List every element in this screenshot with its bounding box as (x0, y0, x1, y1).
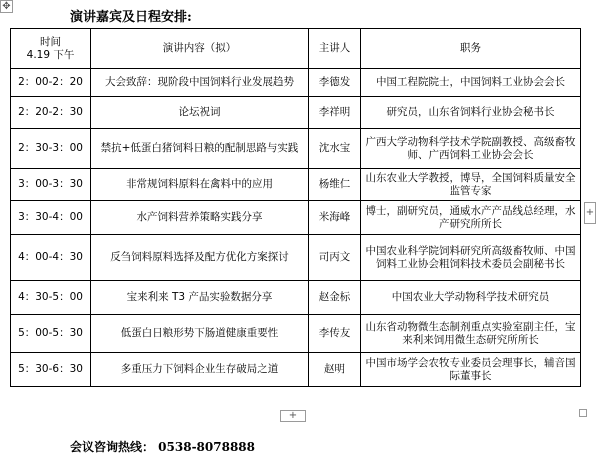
header-time-line2: 4.19 下午 (26, 48, 75, 61)
header-topic[interactable]: 演讲内容（拟） (91, 29, 309, 69)
header-speaker[interactable]: 主讲人 (309, 29, 361, 69)
cell-position[interactable]: 山东省动物微生态制剂重点实验室副主任，宝来利来饲用微生态研究所所长 (361, 315, 581, 353)
cell-position[interactable]: 研究员，山东省饲料行业协会秘书长 (361, 97, 581, 129)
cell-time[interactable]: 4：00-4：30 (11, 235, 91, 281)
cell-topic[interactable]: 非常规饲料原料在禽料中的应用 (91, 169, 309, 201)
cell-speaker[interactable]: 沈水宝 (309, 129, 361, 169)
cell-speaker[interactable]: 赵金标 (309, 281, 361, 315)
add-column-button[interactable]: + (584, 202, 596, 224)
cell-topic[interactable]: 水产饲料营养策略实践分享 (91, 201, 309, 235)
table-row (11, 353, 581, 387)
cell-topic[interactable]: 低蛋白日粮形势下肠道健康重要性 (91, 315, 309, 353)
cell-position[interactable]: 广西大学动物科学技术学院副教授、高级畜牧师、广西饲料工业协会会长 (361, 129, 581, 169)
cell-time[interactable]: 3：30-4：00 (11, 201, 91, 235)
table-header-row (11, 29, 581, 69)
cell-speaker[interactable]: 赵明 (309, 353, 361, 387)
header-time-line1: 时间 (40, 35, 61, 48)
cell-position[interactable]: 山东农业大学教授，博导，全国饲料质量安全监管专家 (361, 169, 581, 201)
cell-topic[interactable]: 多重压力下饲料企业生存破局之道 (91, 353, 309, 387)
header-position[interactable]: 职务 (361, 29, 581, 69)
table-row (11, 169, 581, 201)
cell-speaker[interactable]: 司丙文 (309, 235, 361, 281)
cell-position[interactable]: 中国农业大学动物科学技术研究员 (361, 281, 581, 315)
header-time[interactable] (11, 29, 91, 69)
cell-topic[interactable]: 禁抗+低蛋白猪饲料日粮的配制思路与实践 (91, 129, 309, 169)
cell-time[interactable]: 2：20-2：30 (11, 97, 91, 129)
cell-position[interactable]: 博士，副研究员，通威水产产品线总经理，水产研究所所长 (361, 201, 581, 235)
cell-speaker[interactable]: 李祥明 (309, 97, 361, 129)
cell-speaker[interactable]: 米海峰 (309, 201, 361, 235)
cell-time[interactable]: 2：30-3：00 (11, 129, 91, 169)
cell-time[interactable]: 3：00-3：30 (11, 169, 91, 201)
table-resize-handle[interactable] (579, 409, 587, 417)
table-row (11, 129, 581, 169)
cell-time[interactable]: 4：30-5：00 (11, 281, 91, 315)
add-row-button[interactable]: + (280, 410, 306, 422)
cell-speaker[interactable]: 李德发 (309, 69, 361, 97)
schedule-table (10, 28, 581, 387)
table-row (11, 281, 581, 315)
table-row (11, 235, 581, 281)
hotline-text: 会议咨询热线： 0538-8078888 (70, 440, 256, 454)
cell-topic[interactable]: 反刍饲料原料选择及配方优化方案探讨 (91, 235, 309, 281)
cell-time[interactable]: 2：00-2：20 (11, 69, 91, 97)
cell-time[interactable]: 5：00-5：30 (11, 315, 91, 353)
cell-position[interactable]: 中国农业科学院饲料研究所高级畜牧师、中国饲料工业协会粗饲料技术委员会副秘书长 (361, 235, 581, 281)
cell-speaker[interactable]: 杨维仁 (309, 169, 361, 201)
cell-time[interactable]: 5：30-6：30 (11, 353, 91, 387)
cell-position[interactable]: 中国市场学会农牧专业委员会理事长，辅音国际董事长 (361, 353, 581, 387)
table-move-handle-icon[interactable]: ✥ (0, 0, 13, 13)
table-row (11, 201, 581, 235)
cell-speaker[interactable]: 李传友 (309, 315, 361, 353)
cell-topic[interactable]: 宝来利来 T3 产品实验数据分享 (91, 281, 309, 315)
table-row (11, 315, 581, 353)
table-row (11, 97, 581, 129)
cell-topic[interactable]: 大会致辞：现阶段中国饲料行业发展趋势 (91, 69, 309, 97)
cell-position[interactable]: 中国工程院院士，中国饲料工业协会会长 (361, 69, 581, 97)
page-title: 演讲嘉宾及日程安排: (70, 10, 192, 25)
table-row (11, 69, 581, 97)
cell-topic[interactable]: 论坛祝词 (91, 97, 309, 129)
